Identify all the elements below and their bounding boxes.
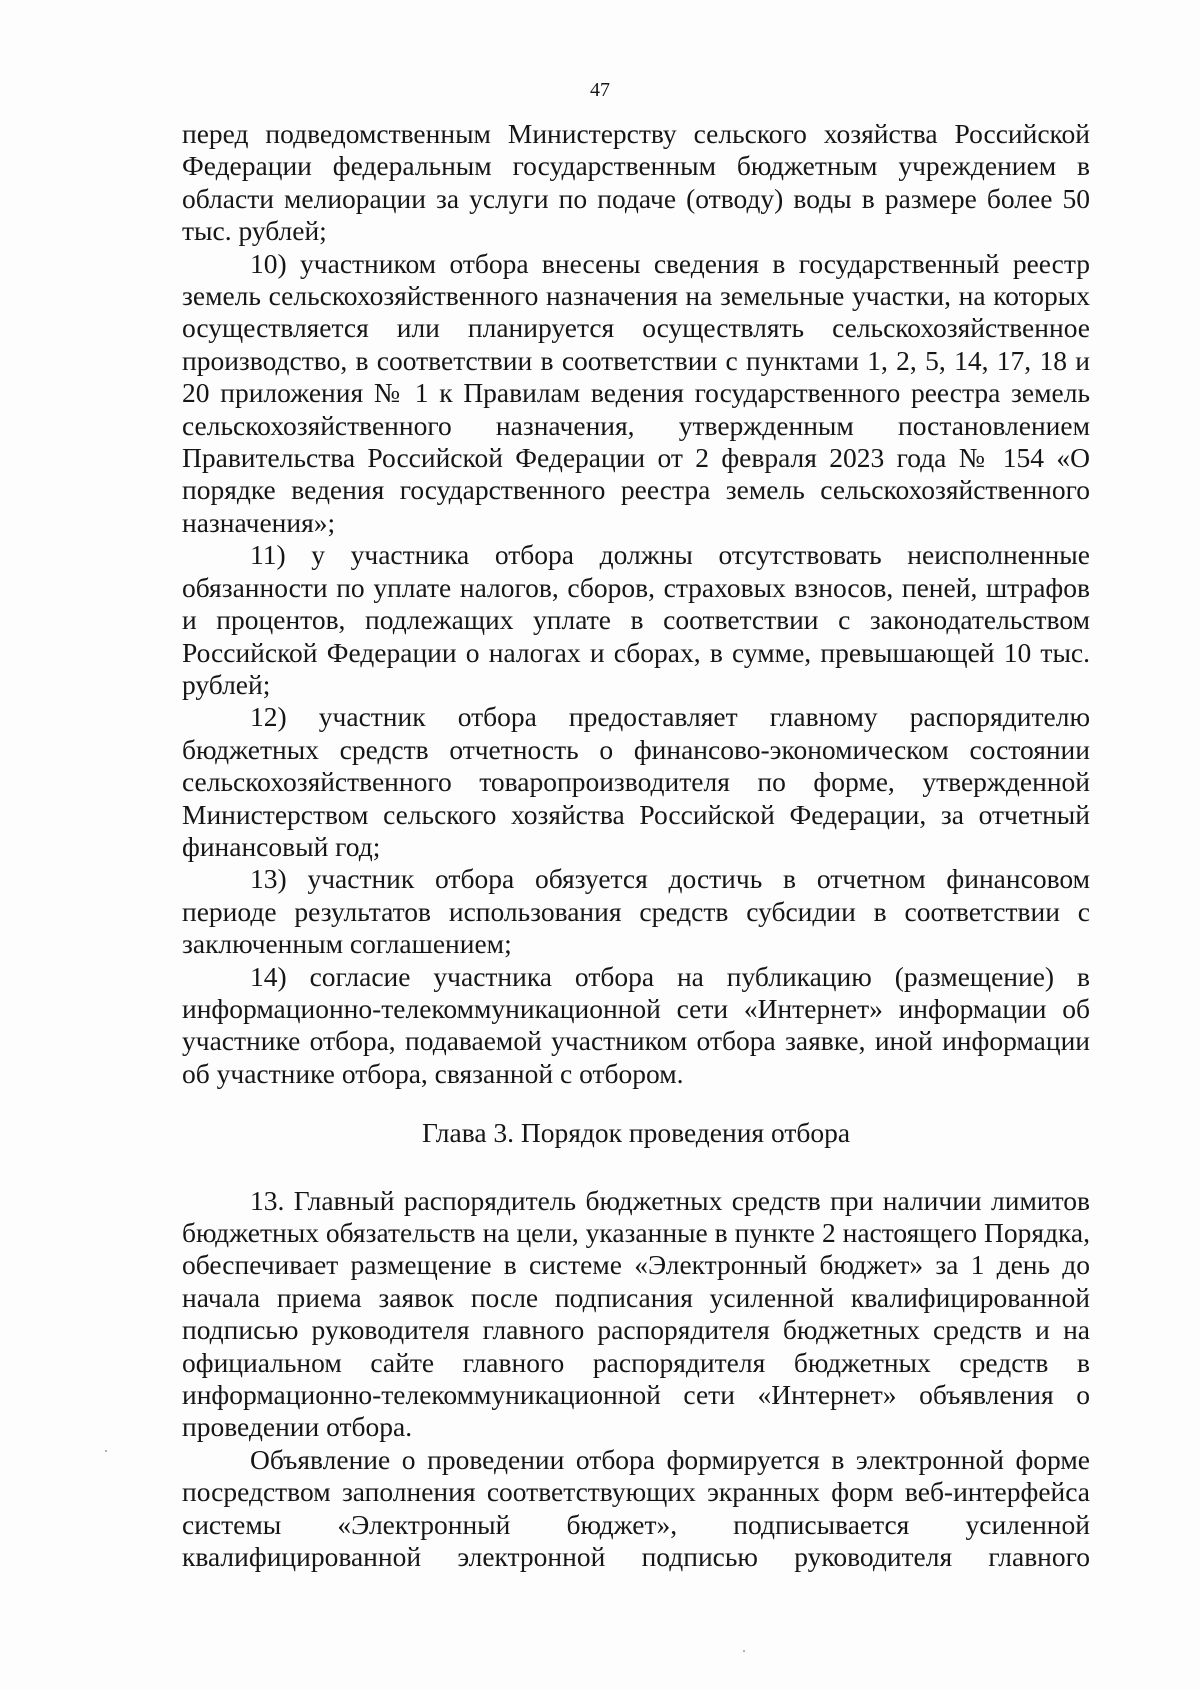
paragraph-section-13: 13. Главный распорядитель бюджетных средств при наличии лимитов бюджетных обязательств на цели, указанные в пункте 2 настоящего Порядка, обеспечивает размещение в системе «Электронный бюджет» за 1 день до начала приема заявок после подписания усиленной квалифицированной подписью руководителя главного распорядителя бюджетных средств и на официальном сайте главного распорядителя бюджетных средств в информационно-телекоммуникационной сети «Интернет» объявления о проведении отбора. [182,1184,1090,1443]
paragraph-item-12: 12) участник отбора предоставляет главному распорядителю бюджетных средств отчетность о финансово-экономическом состоянии сельскохозяйственного товаропроизводителя по форме, утвержденной Министерством сельского хозяйства Российской Федерации, за отчетный финансовый год; [182,701,1090,862]
paragraph-item-13: 13) участник отбора обязуется достичь в отчетном финансовом периоде результатов использования средств субсидии в соответствии с заключенным соглашением; [182,863,1090,960]
paragraph-item-11: 11) у участника отбора должны отсутствовать неисполненные обязанности по уплате налогов, сборов, страховых взносов, пеней, штрафов и процентов, подлежащих уплате в соответствии с законодательством Российской Федерации о налогах и сборах, в сумме, превышающей 10 тыс. рублей; [182,539,1090,700]
paragraph-item-14: 14) согласие участника отбора на публикацию (размещение) в информационно-телекоммуникационной сети «Интернет» информации об участнике отбора, подаваемой участником отбора заявке, иной информации об участнике отбора, связанной с отбором. [182,960,1090,1089]
document-body [182,118,1090,1573]
chapter-heading: Глава 3. Порядок проведения отбора [421,1117,851,1149]
paragraph-announcement: Объявление о проведении отбора формируется в электронной форме посредством заполнения соответствующих экранных форм веб-интерфейса системы «Электронный бюджет», подписывается усиленной квалифицированной электронной подписью руководителя главного [182,1443,1090,1573]
paragraph-item-10: 10) участником отбора внесены сведения в государственный реестр земель сельскохозяйственного назначения на земельные участки, на которых осуществляется или планируется осуществлять сельскохозяйственное производство, в соответствии в соответствии с пунктами 1, 2, 5, 14, 17, 18 и 20 приложения № 1 к Правилам ведения государственного реестра земель сельскохозяйственного назначения, утвержденным постановлением Правительства Российской Федерации от 2 февраля 2023 года № 154 «О порядке ведения государственного реестра земель сельскохозяйственного назначения»; [182,247,1090,538]
page-number: 47 [590,79,610,101]
paragraph-continuation: перед подведомственным Министерству сельского хозяйства Российской Федерации федеральным государственным бюджетным учреждением в области мелиорации за услуги по подаче (отводу) воды в размере более 50 тыс. рублей; [182,118,1090,247]
